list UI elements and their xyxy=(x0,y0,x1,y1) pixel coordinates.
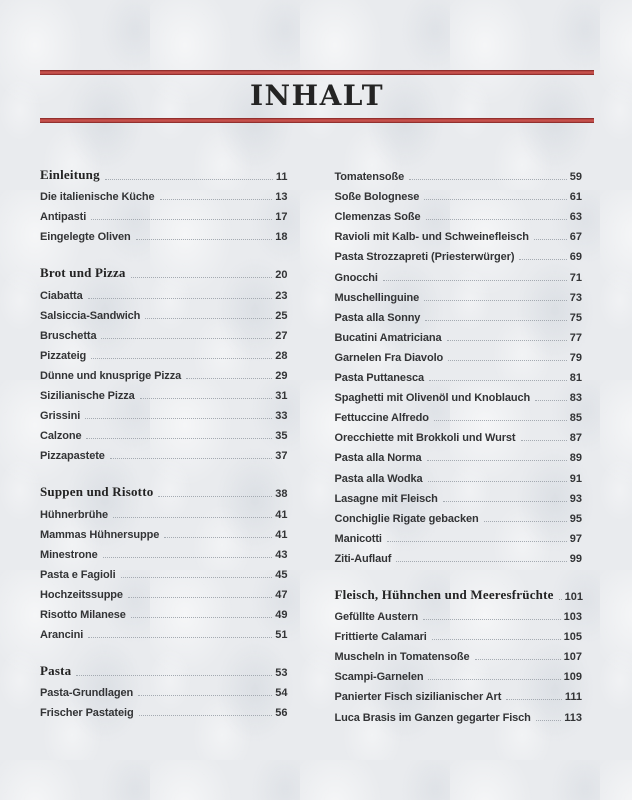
toc-entry xyxy=(335,183,583,203)
page-number: 109 xyxy=(563,671,582,684)
toc-entry xyxy=(40,621,288,641)
toc-entry xyxy=(335,505,583,525)
toc-entry xyxy=(40,382,288,402)
toc-section-title: Einleitung xyxy=(40,167,100,183)
toc-entry xyxy=(40,581,288,601)
page-number: 28 xyxy=(275,349,288,362)
toc-entry-label: Frittierte Calamari xyxy=(334,631,427,644)
toc-entry xyxy=(335,364,583,384)
page-title: INHALT xyxy=(249,79,385,112)
toc-entry-label: Pasta Puttanesca xyxy=(334,372,424,385)
dot-leader xyxy=(429,379,567,381)
toc-entry-label: Muscheln in Tomatensoße xyxy=(334,651,470,664)
toc-section-heading xyxy=(335,583,583,603)
toc-section-title: Suppen und Risotto xyxy=(40,484,154,500)
toc-entry xyxy=(40,422,288,442)
toc-entry-label: Pizzateig xyxy=(40,349,87,362)
toc-entry-label: Eingelegte Oliven xyxy=(40,231,131,244)
page-number: 107 xyxy=(563,651,582,664)
toc-entry xyxy=(40,561,288,581)
toc-entry xyxy=(335,623,583,643)
dot-leader xyxy=(559,598,562,600)
page-number: 85 xyxy=(569,412,582,425)
page-number: 33 xyxy=(275,410,288,423)
dot-leader xyxy=(136,238,273,240)
dot-leader xyxy=(383,279,567,281)
toc-section-heading xyxy=(40,480,288,500)
page-number: 37 xyxy=(275,450,288,463)
dot-leader xyxy=(91,357,272,359)
toc-entry xyxy=(40,442,288,462)
page-number: 61 xyxy=(569,191,582,204)
toc-entry-label: Salsiccia-Sandwich xyxy=(40,309,141,322)
page-number: 13 xyxy=(275,191,288,204)
toc-section-title: Brot und Pizza xyxy=(40,265,126,281)
toc-section-heading xyxy=(40,659,288,679)
dot-leader xyxy=(164,536,272,538)
toc-entry-label: Panierter Fisch sizilianischer Art xyxy=(334,691,502,704)
dot-leader xyxy=(475,658,561,660)
page-number: 63 xyxy=(569,211,582,224)
toc-entry xyxy=(335,304,583,324)
dot-leader xyxy=(86,437,272,439)
page-number: 87 xyxy=(569,432,582,445)
page-number: 79 xyxy=(569,351,582,364)
page-number: 11 xyxy=(275,171,288,184)
toc-entry xyxy=(335,485,583,505)
dot-leader xyxy=(424,299,567,301)
toc-entry xyxy=(40,362,288,382)
toc-section-title: Fleisch, Hühnchen und Meeresfrüchte xyxy=(334,586,554,602)
page-number: 41 xyxy=(275,528,288,541)
toc-entry-label: Garnelen Fra Diavolo xyxy=(334,351,444,364)
toc-entry xyxy=(40,322,288,342)
dot-leader xyxy=(443,500,567,502)
dot-leader xyxy=(536,719,561,721)
toc-entry-label: Calzone xyxy=(40,430,82,443)
page-number: 75 xyxy=(569,311,582,324)
page-number: 105 xyxy=(563,631,582,644)
dot-leader xyxy=(427,459,567,461)
toc-entry-label: Pizzapastete xyxy=(40,450,105,463)
toc-entry-label: Bruschetta xyxy=(40,329,97,342)
page-number: 54 xyxy=(275,687,288,700)
dot-leader xyxy=(535,399,567,401)
toc-entry xyxy=(335,683,583,703)
toc-entry xyxy=(335,243,583,263)
dot-leader xyxy=(409,178,567,180)
toc-entry xyxy=(40,203,288,223)
toc-entry-label: Ziti-Auflauf xyxy=(334,552,392,565)
dot-leader xyxy=(138,694,272,696)
toc-entry-label: Pasta alla Wodka xyxy=(334,472,423,485)
toc-column-left xyxy=(40,163,298,724)
toc-section xyxy=(335,163,583,565)
toc-entry xyxy=(335,163,583,183)
toc-entry xyxy=(40,601,288,621)
toc-entry xyxy=(40,699,288,719)
page-number: 49 xyxy=(275,608,288,621)
dot-leader xyxy=(186,377,272,379)
toc-section-heading xyxy=(40,163,288,183)
page-number: 91 xyxy=(569,472,582,485)
toc-entry xyxy=(335,643,583,663)
page-number: 69 xyxy=(569,251,582,264)
page-number: 67 xyxy=(569,231,582,244)
dot-leader xyxy=(88,297,273,299)
page-number: 83 xyxy=(569,392,582,405)
page-number: 111 xyxy=(564,691,582,704)
page-number: 47 xyxy=(275,588,288,601)
dot-leader xyxy=(521,439,567,441)
toc-section-title: Pasta xyxy=(40,663,72,679)
page-number: 97 xyxy=(569,532,582,545)
dot-leader xyxy=(101,337,272,339)
dot-leader xyxy=(121,576,273,578)
toc-entry xyxy=(335,444,583,464)
toc-column-right xyxy=(335,163,595,724)
toc-entry xyxy=(335,344,583,364)
dot-leader xyxy=(519,258,566,260)
toc-entry-label: Sizilianische Pizza xyxy=(40,390,135,403)
toc-entry xyxy=(335,284,583,304)
dot-leader xyxy=(434,419,567,421)
toc-entry-label: Luca Brasis im Ganzen gegarter Fisch xyxy=(334,711,531,724)
page-number: 81 xyxy=(569,372,582,385)
toc-entry xyxy=(40,183,288,203)
dot-leader xyxy=(76,674,272,676)
toc-entry-label: Spaghetti mit Olivenöl und Knoblauch xyxy=(334,392,531,405)
toc-entry-label: Antipasti xyxy=(40,211,87,224)
toc-entry xyxy=(40,541,288,561)
page-number: 17 xyxy=(275,211,288,224)
toc-entry xyxy=(335,703,583,723)
page-number: 43 xyxy=(275,548,288,561)
toc-entry xyxy=(40,342,288,362)
dot-leader xyxy=(113,516,272,518)
page-number: 20 xyxy=(275,269,288,282)
toc-section xyxy=(40,480,288,641)
dot-leader xyxy=(425,319,566,321)
page-number: 99 xyxy=(569,552,582,565)
toc-entry xyxy=(40,402,288,422)
toc-section xyxy=(40,261,288,462)
page-number: 25 xyxy=(275,309,288,322)
page-number: 35 xyxy=(275,430,288,443)
toc-entry-label: Gnocchi xyxy=(334,271,378,284)
toc-entry-label: Risotto Milanese xyxy=(40,608,126,621)
page-number: 77 xyxy=(569,331,582,344)
toc-columns xyxy=(40,163,594,724)
toc-entry-label: Hühnerbrühe xyxy=(40,508,108,521)
toc-entry-label: Manicotti xyxy=(334,532,382,545)
dot-leader xyxy=(447,339,567,341)
dot-leader xyxy=(131,616,272,618)
bottom-rule xyxy=(40,118,594,123)
page-number: 101 xyxy=(564,590,583,603)
toc-entry-label: Orecchiette mit Brokkoli und Wurst xyxy=(334,432,516,445)
toc-entry-label: Gefüllte Austern xyxy=(334,611,419,624)
page-number: 18 xyxy=(275,231,288,244)
page-number: 41 xyxy=(275,508,288,521)
page-number: 53 xyxy=(275,667,288,680)
page-number: 103 xyxy=(563,611,582,624)
toc-entry xyxy=(335,545,583,565)
dot-leader xyxy=(105,178,273,180)
toc-entry xyxy=(335,424,583,444)
toc-section xyxy=(335,583,583,724)
page-number: 93 xyxy=(569,492,582,505)
toc-entry-label: Pasta-Grundlagen xyxy=(40,687,134,700)
toc-entry xyxy=(40,679,288,699)
dot-leader xyxy=(128,596,272,598)
toc-section xyxy=(40,659,288,719)
dot-leader xyxy=(448,359,567,361)
toc-entry xyxy=(335,464,583,484)
page-number: 29 xyxy=(275,369,288,382)
dot-leader xyxy=(424,198,566,200)
toc-entry-label: Muschellinguine xyxy=(334,291,420,304)
toc-section xyxy=(40,163,288,243)
dot-leader xyxy=(103,556,273,558)
toc-entry xyxy=(335,663,583,683)
toc-entry-label: Arancini xyxy=(40,629,84,642)
page-number: 71 xyxy=(569,271,582,284)
toc-entry xyxy=(40,521,288,541)
toc-entry-label: Ravioli mit Kalb- und Schweinefleisch xyxy=(334,231,529,244)
toc-entry-label: Pasta alla Norma xyxy=(334,452,422,465)
toc-entry-label: Die italienische Küche xyxy=(40,191,155,204)
toc-entry-label: Pasta alla Sonny xyxy=(334,311,421,324)
page-number: 27 xyxy=(275,329,288,342)
toc-entry-label: Bucatini Amatriciana xyxy=(334,331,442,344)
dot-leader xyxy=(484,520,567,522)
page-number: 59 xyxy=(569,171,582,184)
toc-entry-label: Scampi-Garnelen xyxy=(334,671,424,684)
dot-leader xyxy=(160,198,273,200)
dot-leader xyxy=(387,540,567,542)
page-number: 73 xyxy=(569,291,582,304)
toc-entry xyxy=(40,302,288,322)
toc-entry-label: Pasta Strozzapreti (Priesterwürger) xyxy=(334,251,515,264)
page-number: 51 xyxy=(275,629,288,642)
toc-page xyxy=(40,0,594,724)
page-number: 38 xyxy=(275,488,288,501)
page-number: 56 xyxy=(275,707,288,720)
dot-leader xyxy=(426,218,567,220)
toc-entry xyxy=(40,500,288,520)
page-number: 31 xyxy=(275,390,288,403)
page-number: 89 xyxy=(569,452,582,465)
toc-entry xyxy=(335,203,583,223)
toc-entry-label: Lasagne mit Fleisch xyxy=(334,492,438,505)
dot-leader xyxy=(140,397,273,399)
toc-entry xyxy=(335,263,583,283)
toc-entry-label: Frischer Pastateig xyxy=(40,707,134,720)
toc-entry-label: Ciabatta xyxy=(40,289,83,302)
toc-entry-label: Grissini xyxy=(40,410,81,423)
toc-entry-label: Minestrone xyxy=(40,548,98,561)
page-number: 95 xyxy=(569,512,582,525)
dot-leader xyxy=(91,218,272,220)
toc-entry xyxy=(335,384,583,404)
dot-leader xyxy=(139,714,273,716)
toc-entry xyxy=(335,223,583,243)
toc-entry xyxy=(335,603,583,623)
top-rule xyxy=(40,70,594,75)
dot-leader xyxy=(534,238,567,240)
dot-leader xyxy=(396,560,566,562)
toc-entry-label: Soße Bolognese xyxy=(334,191,420,204)
toc-entry xyxy=(335,525,583,545)
toc-entry-label: Fettuccine Alfredo xyxy=(334,412,429,425)
toc-entry xyxy=(40,223,288,243)
dot-leader xyxy=(131,276,273,278)
toc-entry xyxy=(335,404,583,424)
page-number: 23 xyxy=(275,289,288,302)
dot-leader xyxy=(145,317,272,319)
toc-section-heading xyxy=(40,261,288,281)
toc-entry-label: Mammas Hühnersuppe xyxy=(40,528,160,541)
toc-entry-label: Hochzeitssuppe xyxy=(40,588,123,601)
dot-leader xyxy=(506,698,562,700)
dot-leader xyxy=(158,495,272,497)
dot-leader xyxy=(85,417,272,419)
dot-leader xyxy=(432,638,561,640)
toc-entry-label: Dünne und knusprige Pizza xyxy=(40,369,182,382)
toc-entry-label: Clemenzas Soße xyxy=(334,211,421,224)
toc-entry xyxy=(335,324,583,344)
dot-leader xyxy=(423,618,561,620)
toc-entry xyxy=(40,281,288,301)
page-number: 113 xyxy=(564,711,582,724)
dot-leader xyxy=(110,457,272,459)
toc-entry-label: Conchiglie Rigate gebacken xyxy=(334,512,479,525)
dot-leader xyxy=(428,480,567,482)
dot-leader xyxy=(88,636,272,638)
dot-leader xyxy=(428,678,560,680)
toc-entry-label: Tomatensoße xyxy=(334,171,405,184)
toc-entry-label: Pasta e Fagioli xyxy=(40,568,116,581)
page-number: 45 xyxy=(275,568,288,581)
